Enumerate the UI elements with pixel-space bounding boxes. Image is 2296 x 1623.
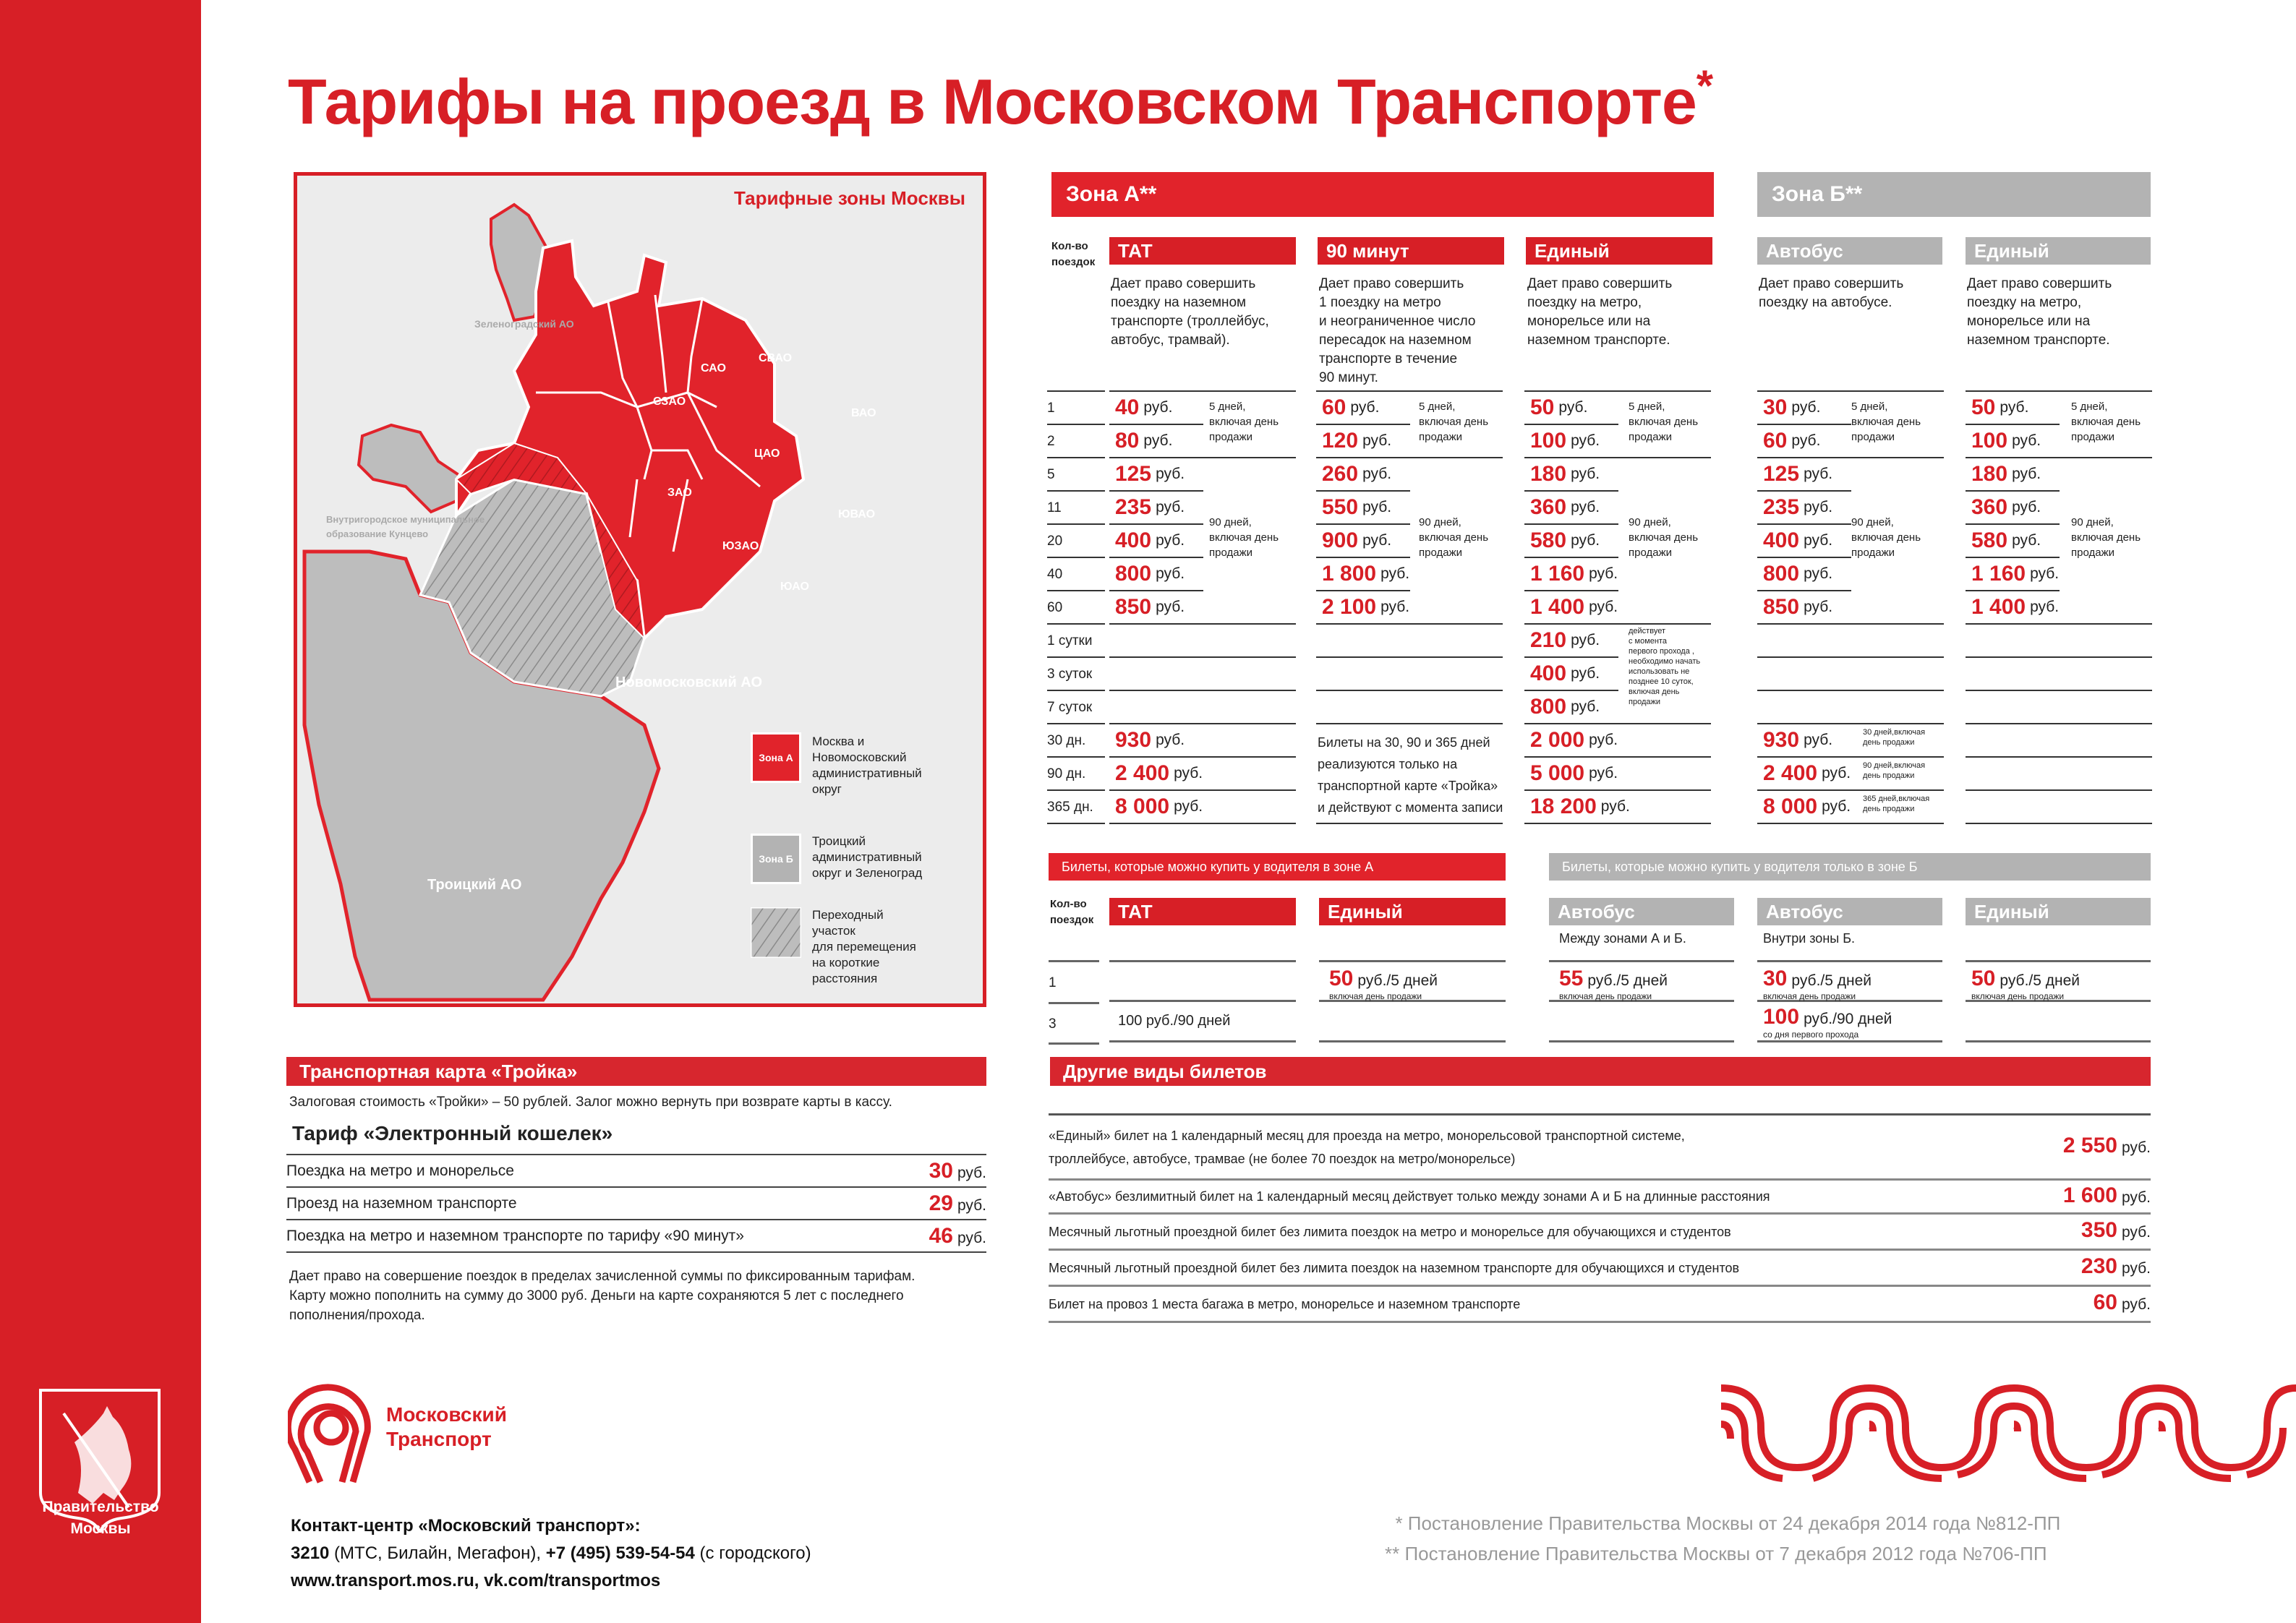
- legend-text-transition: Переходный участок для перемещения на короткие расстояния: [812, 908, 916, 985]
- edinyi-b-5days-note: 5 дней, включая день продажи: [2071, 401, 2141, 443]
- driver-trips-header: Кол-во поездок: [1050, 898, 1094, 926]
- avtobus-b-90days-note: 90 дней, включая день продажи: [1851, 516, 1921, 559]
- 90min-description: Дает право совершить 1 поездку на метро и неограниченное число пересадок на наземном транспорте в течение 90 минут.: [1319, 276, 1476, 385]
- 90min-long-term-note: Билеты на 30, 90 и 365 дней реализуются только на транспортной карте «Тройка» и действуют с момента записи: [1318, 735, 1503, 815]
- svg-text:Зеленоградский АО: Зеленоградский АО: [474, 318, 574, 330]
- other-ticket-row: Билет на провоз 1 места багажа в метро, монорельсе и наземном транспорте 60 руб.: [1049, 1287, 2151, 1323]
- tab-edinyi-a: Единый: [1526, 237, 1712, 265]
- tab-90-minutes: 90 минут: [1318, 237, 1504, 265]
- legend-text-zone-b: Троицкий административный округ и Зеленоград: [812, 834, 923, 880]
- wallet-row: Поездка на метро и наземном транспорте по тарифу «90 минут» 46 руб.: [286, 1220, 986, 1253]
- other-ticket-row: Месячный льготный проездной билет без лимита поездок на метро и монорельсе для обучающихся и студентов 350 руб.: [1049, 1215, 2151, 1251]
- edinyi-a-description: Дает право совершить поездку на метро, монорельсе или на наземном транспорте.: [1527, 276, 1673, 348]
- other-ticket-row: «Автобус» безлимитный билет на 1 календарный месяц действует только между зонами А и Б на длинные расстояния 1 600 руб.: [1049, 1181, 2151, 1215]
- avtobus-b-30days-note: 30 дней,включая день продажи: [1863, 728, 1926, 747]
- 90min-90days-note: 90 дней, включая день продажи: [1419, 516, 1489, 559]
- district-label: ЮВАО: [838, 508, 876, 521]
- driver-col-avtobus-b: Автобус Внутри зоны Б. 30 руб./5 дней включая день продажи 100 руб./90 дней со дня первого прохода: [1757, 898, 1942, 1042]
- district-label: ЦАО: [754, 447, 780, 460]
- zone-a-header: Зона А**: [1051, 172, 1714, 217]
- wallet-title: Тариф «Электронный кошелек»: [292, 1122, 613, 1144]
- edinyi-a-sutki-note: действует с момента первого прохода , необходимо начать использовать не позднее 10 суток, включая день продажи: [1629, 627, 1701, 706]
- tat-90days-note: 90 дней, включая день продажи: [1209, 516, 1279, 559]
- map-title: Тарифные зоны Москвы: [733, 187, 965, 209]
- district-label: ВАО: [851, 407, 876, 419]
- troika-header: Транспортная карта «Тройка»: [286, 1057, 986, 1086]
- tab-tat: ТАТ: [1109, 237, 1296, 265]
- district-label: Троицкий АО: [427, 877, 522, 893]
- other-ticket-row: Месячный льготный проездной билет без лимита поездок на наземном транспорте для обучающихся и студентов 230 руб.: [1049, 1251, 2151, 1287]
- wallet-row: Поездка на метро и монорельсе 30 руб.: [286, 1155, 986, 1188]
- trips-count-header: Кол-во поездок: [1051, 240, 1096, 268]
- svg-text:Внутригородское муниципальное: Внутригородское муниципальное: [326, 514, 485, 525]
- district-label: Новомосковский АО: [615, 675, 763, 690]
- troika-deposit-text: Залоговая стоимость «Тройки» – 50 рублей. Залог можно вернуть при возврате карты в кассу.: [289, 1095, 892, 1110]
- district-label: СВАО: [759, 352, 793, 364]
- avtobus-b-prices: 30 руб. 60 руб. 125 руб. 235 руб. 400 руб. 800 руб. 850 руб. 930 руб. 2 400 руб. 8 000 руб.: [1757, 390, 1944, 824]
- moscow-transport-logo-icon: [288, 1381, 382, 1489]
- district-label: ЮАО: [780, 581, 809, 593]
- driver-col-edinyi-a: Единый 50 руб./5 дней включая день продажи: [1319, 898, 1506, 1042]
- edinyi-b-90days-note: 90 дней, включая день продажи: [2071, 516, 2141, 559]
- edinyi-a-5days-note: 5 дней, включая день продажи: [1629, 401, 1699, 443]
- tat-description: Дает право совершить поездку на наземном транспорте (троллейбус, автобус, трамвай).: [1111, 276, 1269, 348]
- zone-b-header: Зона Б**: [1757, 172, 2151, 217]
- district-label: ЮЗАО: [722, 540, 759, 552]
- edinyi-b-prices: 50 руб. 100 руб. 180 руб. 360 руб. 580 руб. 1 160 руб. 1 400 руб.: [1966, 390, 2152, 824]
- tab-avtobus-b: Автобус: [1757, 237, 1942, 265]
- legend-text-zone-a: Москва и Новомосковский административный округ: [812, 735, 922, 796]
- brand-name: Московский Транспорт: [386, 1403, 507, 1450]
- troika-footer-text: Дает право на совершение поездок в пределах зачисленной суммы по фиксированным тарифам. Карту можно пополнить на сумму до 3000 руб. Деньги на карте сохраняются 5 лет с последнего пополнения/прохода.: [289, 1269, 916, 1323]
- other-tickets-table: [1049, 1113, 2151, 1323]
- wallet-row: Проезд на наземном транспорте 29 руб.: [286, 1188, 986, 1220]
- driver-col-tat: ТАТ 100 руб./90 дней: [1109, 898, 1296, 1042]
- decorative-wave-pattern-icon: [1717, 1374, 2296, 1482]
- driver-zone-a-header: Билеты, которые можно купить у водителя в зоне А: [1049, 853, 1506, 881]
- district-label: СЗАО: [653, 395, 686, 408]
- legend-swatch-zone-b: Зона Б: [751, 834, 801, 884]
- edinyi-a-prices: 50 руб. 100 руб. 180 руб. 360 руб. 580 руб. 1 160 руб. 1 400 руб. 210 руб. 400 руб. 800 руб. 2 000 руб. 5 000 руб. 18 200 руб.: [1524, 390, 1711, 824]
- tab-edinyi-b: Единый: [1966, 237, 2151, 265]
- driver-trips-column: 1 3: [1049, 960, 1099, 1045]
- edinyi-b-description: Дает право совершить поездку на метро, монорельсе или на наземном транспорте.: [1967, 276, 2112, 348]
- legend-swatch-transition-hatched: [751, 907, 801, 958]
- wallet-table: [286, 1154, 986, 1253]
- district-label: САО: [701, 362, 726, 374]
- other-ticket-row: «Единый» билет на 1 календарный месяц для проезда на метро, монорельсовой транспортной системе, троллейбусе, автобусе, трамвае (не более 70 поездок на метро/монорельсе) 2 550 руб.: [1049, 1115, 2151, 1181]
- driver-col-edinyi-b: Единый 50 руб./5 дней включая день продажи: [1966, 898, 2151, 1042]
- edinyi-a-90days-note: 90 дней, включая день продажи: [1629, 516, 1699, 559]
- other-tickets-header: Другие виды билетов: [1050, 1057, 2151, 1086]
- page-title: Тарифы на проезд в Московском Транспорте*: [288, 61, 1713, 137]
- avtobus-b-description: Дает право совершить поездку на автобусе.: [1759, 276, 1904, 310]
- trips-count-column: 1 2 5 11 20 40 60 1 сутки 3 суток 7 суток 30 дн. 90 дн. 365 дн.: [1047, 390, 1105, 824]
- avtobus-b-365days-note: 365 дней,включая день продажи: [1863, 795, 1930, 813]
- avtobus-b-90days-long-note: 90 дней,включая день продажи: [1863, 761, 1926, 780]
- driver-col-avtobus-ab: Автобус Между зонами А и Б. 55 руб./5 дней включая день продажи: [1549, 898, 1734, 1042]
- svg-text:образование Кунцево: образование Кунцево: [326, 528, 429, 539]
- legend-swatch-zone-a: Зона А: [751, 732, 801, 783]
- sidebar: [0, 0, 201, 1623]
- footnote-1: * Постановление Правительства Москвы от 24 декабря 2014 года №812-ПП: [1385, 1512, 2061, 1534]
- tat-5days-note: 5 дней, включая день продажи: [1209, 401, 1279, 443]
- 90min-5days-note: 5 дней, включая день продажи: [1419, 401, 1489, 443]
- tariff-zones-map: [294, 172, 986, 1007]
- government-label: Правительство Москвы: [42, 1499, 159, 1537]
- district-label: ЗАО: [667, 487, 692, 499]
- 90min-prices: 60 руб. 120 руб. 260 руб. 550 руб. 900 руб. 1 800 руб. 2 100 руб.: [1316, 390, 1503, 824]
- contact-links[interactable]: www.transport.mos.ru, vk.com/transportmos: [291, 1571, 661, 1590]
- driver-zone-b-header: Билеты, которые можно купить у водителя только в зоне Б: [1549, 853, 2151, 881]
- footnote-2: ** Постановление Правительства Москвы от 7 декабря 2012 года №706-ПП: [1385, 1543, 2047, 1564]
- tat-prices: 40 руб. 80 руб. 125 руб. 235 руб. 400 руб. 800 руб. 850 руб. 930 руб. 2 400 руб. 8 000 руб.: [1109, 390, 1296, 824]
- avtobus-b-5days-note: 5 дней, включая день продажи: [1851, 401, 1921, 443]
- contact-block: Контакт-центр «Московский транспорт»: 3210 (МТС, Билайн, Мегафон), +7 (495) 539-54-54 (с городского) www.transport.mos.ru, vk.com/transportmos: [291, 1512, 811, 1595]
